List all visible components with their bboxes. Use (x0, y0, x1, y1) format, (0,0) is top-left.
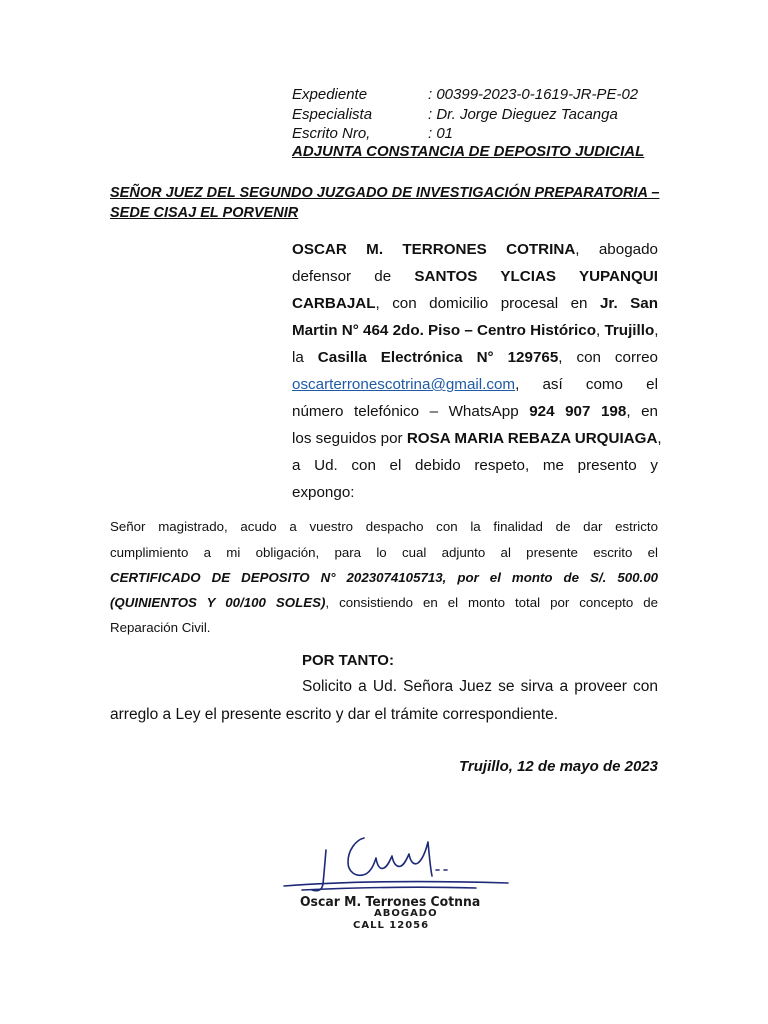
intro-line-9: a Ud. con el debido respeto, me presento y (292, 457, 658, 474)
especialista-label: Especialista (292, 106, 373, 123)
expediente-value: : 00399-2023-0-1619-JR-PE-02 (428, 86, 639, 103)
phone-number: 924 907 198 (529, 403, 627, 420)
intro-text: defensor de (292, 268, 415, 285)
intro-text: , con domicilio procesal en (375, 295, 600, 312)
escrito-value: : 01 (428, 125, 454, 142)
body-text: , consistiendo en el monto total por concepto de (325, 595, 658, 610)
especialista-value: : Dr. Jorge Dieguez Tacanga (428, 106, 618, 123)
date-place: Trujillo, 12 de mayo de 2023 (459, 758, 658, 775)
intro-text: , (657, 430, 662, 447)
intro-line-7 (292, 402, 658, 422)
solicito-line-2: arreglo a Ley el presente escrito y dar el trámite correspondiente. (110, 706, 559, 723)
intro-text: , abogado (575, 241, 658, 258)
intro-line-5 (292, 348, 658, 368)
address: Jr. San (599, 295, 659, 312)
intro-line-6 (292, 375, 658, 395)
amount-words: (QUINIENTOS Y 00/100 SOLES) (110, 595, 326, 610)
body-line-5: Reparación Civil. (110, 620, 211, 635)
lawyer-name: OSCAR M. TERRONES COTRINA (292, 241, 576, 258)
signature-stamp (276, 828, 516, 938)
addressee (110, 183, 662, 223)
addressee-line-1: SEÑOR JUEZ DEL SEGUNDO JUZGADO DE INVESTIGACIÓN PREPARATORIA – (110, 185, 660, 201)
intro-line-8 (292, 429, 662, 449)
addressee-line-2: SEDE CISAJ EL PORVENIR (110, 205, 299, 221)
intro-text: la (292, 349, 318, 366)
intro-line-2 (292, 267, 658, 287)
body-line-2: cumplimiento a mi obligación, para lo cual adjunto al presente escrito el (110, 545, 658, 560)
body-line-1: Señor magistrado, acudo a vuestro despacho con la finalidad de dar estricto (110, 519, 658, 534)
address-cont: Martin N° 464 2do. Piso – Centro Histórico (292, 322, 596, 339)
intro-text: , (654, 322, 659, 339)
solicito-line-1: Solicito a Ud. Señora Juez se sirva a proveer con (302, 678, 658, 695)
por-tanto-heading: POR TANTO: (302, 652, 394, 669)
intro-text: , así como el (515, 376, 658, 393)
body-line-4 (110, 594, 658, 612)
intro-text: , en (626, 403, 658, 420)
email-link[interactable]: oscarterronescotrina@gmail.com (292, 376, 516, 393)
intro-line-1 (292, 240, 658, 260)
client-name: SANTOS YLCIAS YUPANQUI (414, 268, 658, 285)
intro-text: , (595, 322, 605, 339)
address-city: Trujillo (604, 322, 655, 339)
body-line-3-certificado: CERTIFICADO DE DEPOSITO N° 2023074105713, por el monto de S/. 500.00 (110, 570, 658, 585)
stamp-registration: CALL 12056 (353, 920, 430, 931)
intro-line-3 (292, 294, 658, 314)
intro-text: , con correo (558, 349, 658, 366)
intro-text: los seguidos por (292, 430, 407, 447)
escrito-label: Escrito Nro, (292, 125, 371, 142)
document-title: ADJUNTA CONSTANCIA DE DEPOSITO JUDICIAL (292, 143, 645, 160)
client-name-cont: CARBAJAL (292, 295, 376, 312)
casilla-electronica: Casilla Electrónica N° 129765 (317, 349, 559, 366)
intro-line-10: expongo: (292, 484, 355, 501)
agraviada-name: ROSA MARIA REBAZA URQUIAGA (406, 430, 658, 447)
stamp-name: Oscar M. Terrones Cotnna (300, 894, 481, 910)
stamp-title: ABOGADO (374, 908, 438, 919)
intro-line-4 (292, 321, 658, 341)
intro-text: número telefónico – WhatsApp (292, 403, 530, 420)
expediente-label: Expediente (292, 86, 368, 103)
